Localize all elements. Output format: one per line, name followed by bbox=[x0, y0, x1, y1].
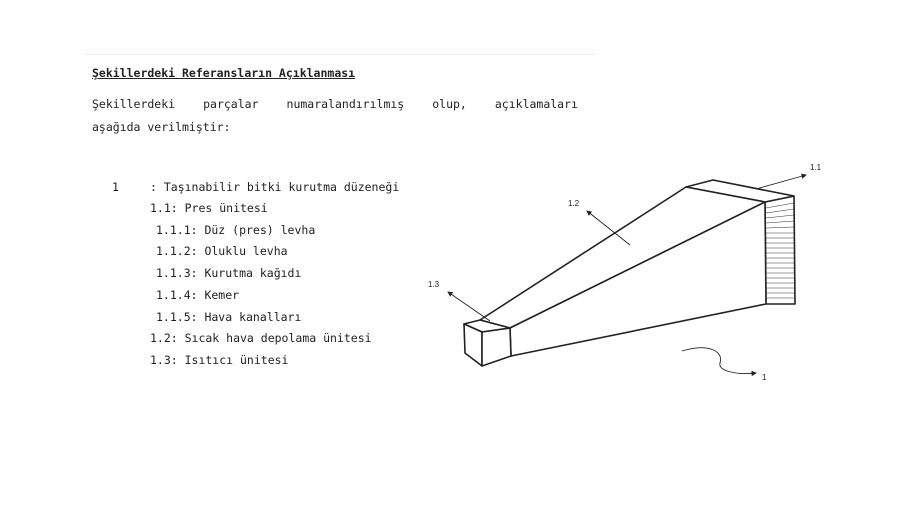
reference-item: 1.3: Isıtıcı ünitesi bbox=[150, 353, 289, 367]
leader-arrow-1-1 bbox=[756, 175, 806, 189]
intro-word: açıklamaları bbox=[494, 97, 578, 111]
intro-word: Şekillerdeki bbox=[92, 97, 176, 111]
section-heading: Şekillerdeki Referansları​n Açıklanması bbox=[92, 66, 356, 80]
reference-item: 1.1.5: Hava kanalları bbox=[156, 310, 302, 324]
reference-item: 1.2: Sıcak hava depolama ünitesi bbox=[150, 331, 372, 345]
figure-label-1-3: 1.3 bbox=[428, 280, 440, 289]
figure-label-1-2: 1.2 bbox=[568, 199, 580, 208]
reference-item: : Taşınabilir bitki kurutma düzeneği bbox=[150, 180, 400, 194]
leader-arrow-1 bbox=[682, 348, 756, 374]
figure-label-1: 1 bbox=[762, 373, 767, 382]
apparatus-body bbox=[464, 180, 795, 366]
intro-paragraph-line2: aşağıda verilmiştir: bbox=[92, 120, 231, 134]
drying-apparatus-drawing bbox=[418, 153, 880, 393]
reference-item: 1.1.3: Kurutma kağıdı bbox=[156, 266, 302, 280]
leader-arrow-1-3 bbox=[448, 292, 490, 321]
figure-label-1-1: 1.1 bbox=[810, 163, 822, 172]
intro-paragraph-line1 bbox=[92, 97, 578, 111]
reference-item: 1.1.4: Kemer bbox=[156, 288, 240, 302]
page-top-rule bbox=[85, 54, 595, 55]
reference-item: 1.1.2: Oluklu levha bbox=[156, 244, 288, 258]
reference-number-1: 1 bbox=[112, 180, 119, 194]
reference-item: 1.1.1: Düz (pres) levha bbox=[156, 223, 316, 237]
reference-item: 1.1: Pres ünitesi bbox=[150, 201, 268, 215]
intro-word: parçalar bbox=[203, 97, 259, 111]
intro-word: numaralandırılmış bbox=[286, 97, 405, 111]
intro-word: olup, bbox=[432, 97, 467, 111]
